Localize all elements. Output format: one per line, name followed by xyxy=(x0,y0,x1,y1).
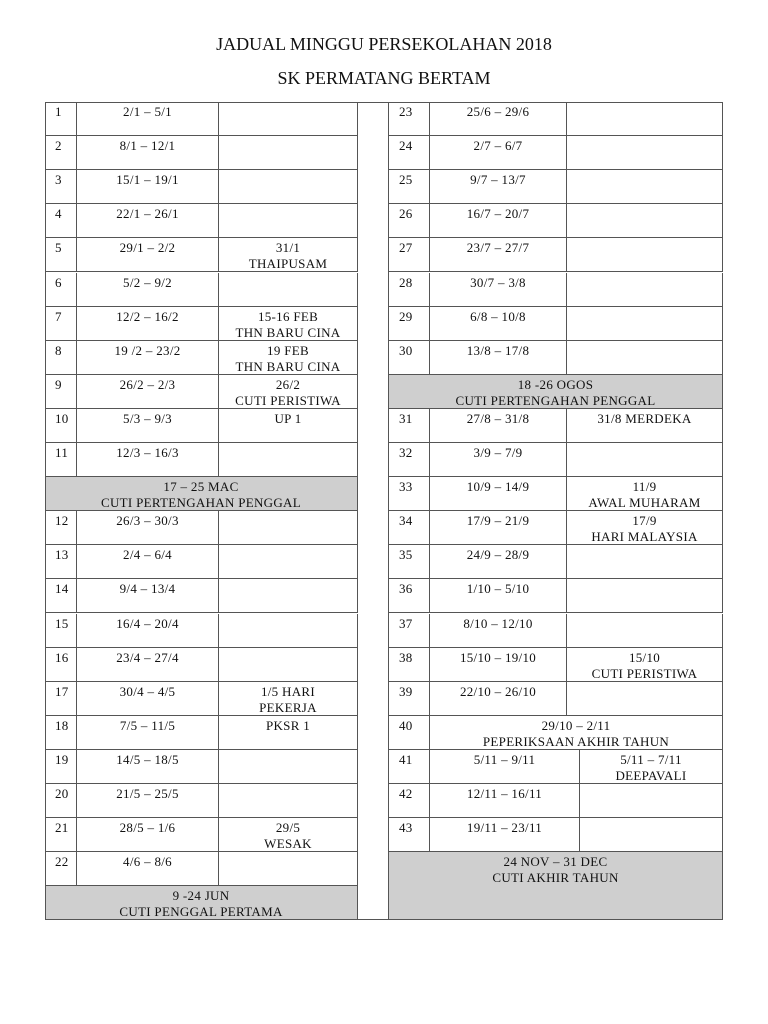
week-dates-line: 5/3 – 9/3 xyxy=(123,410,172,426)
column-gap xyxy=(358,102,389,920)
week-dates-line: 29/1 – 2/2 xyxy=(119,240,176,256)
week-dates-line: 23/4 – 27/4 xyxy=(116,649,179,665)
holiday-band-line: 18 -26 OGOS xyxy=(517,376,594,392)
week-dates-line: 24/9 – 28/9 xyxy=(466,547,530,563)
week-dates-line: 13/8 – 17/8 xyxy=(466,342,530,358)
week-event-line: 31/8 MERDEKA xyxy=(597,410,692,426)
week-number-line: 4 xyxy=(55,206,62,222)
week-number-line: 5 xyxy=(55,240,62,256)
week-number-line: 11 xyxy=(55,445,69,460)
week-number-line: 24 xyxy=(399,138,413,154)
week-event-line: 31/1 xyxy=(275,240,301,256)
exam-period-line: PEPERIKSAAN AKHIR TAHUN xyxy=(482,733,670,749)
week-dates-line: 26/3 – 30/3 xyxy=(116,513,179,529)
week-event-line: 1/5 HARI xyxy=(260,683,316,699)
week-number-line: 40 xyxy=(399,717,413,733)
week-number-line: 9 xyxy=(55,376,62,392)
week-dates-line: 22/1 – 26/1 xyxy=(116,206,179,222)
week-event-line: 15-16 FEB xyxy=(257,308,319,324)
week-number-line: 34 xyxy=(399,513,413,529)
week-number-line: 25 xyxy=(399,172,413,188)
week-dates-line: 2/1 – 5/1 xyxy=(123,104,172,119)
week-number-line: 38 xyxy=(399,649,413,665)
week-dates-line: 2/7 – 6/7 xyxy=(473,138,523,154)
week-dates-line: 9/4 – 13/4 xyxy=(119,581,176,597)
week-event-line: 5/11 – 7/11 xyxy=(620,751,682,767)
holiday-band-line: CUTI AKHIR TAHUN xyxy=(492,870,619,886)
week-event-line: THN BARU CINA xyxy=(235,358,341,374)
week-event-line: 19 FEB xyxy=(267,342,309,358)
week-dates-line: 30/7 – 3/8 xyxy=(470,274,526,290)
week-number-line: 3 xyxy=(55,172,62,188)
holiday-band-line: CUTI PERTENGAHAN PENGGAL xyxy=(101,495,301,511)
week-number-line: 10 xyxy=(55,410,69,426)
week-dates-line: 12/2 – 16/2 xyxy=(116,308,179,324)
week-number-line: 22 xyxy=(55,854,69,870)
school-name: SK PERMATANG BERTAM xyxy=(277,68,491,88)
week-number-line: 42 xyxy=(399,786,413,801)
holiday-band-line: 9 -24 JUN xyxy=(172,888,230,904)
week-dates-line: 7/5 – 11/5 xyxy=(119,717,176,733)
week-event-line: DEEPAVALI xyxy=(615,767,687,783)
week-dates-line: 5/2 – 9/2 xyxy=(123,274,172,290)
week-number-line: 12 xyxy=(55,513,69,529)
week-number-line: 19 xyxy=(55,751,69,767)
week-event-line: AWAL MUHARAM xyxy=(588,495,701,511)
week-number-line: 33 xyxy=(399,479,413,495)
week-event-line: HARI MALAYSIA xyxy=(591,529,698,545)
week-event-line: PEKERJA xyxy=(259,699,317,715)
week-dates-line: 12/11 – 16/11 xyxy=(466,786,543,801)
week-event-line: THN BARU CINA xyxy=(235,324,341,340)
week-event-line: 29/5 xyxy=(275,820,301,836)
week-dates-line: 28/5 – 1/6 xyxy=(119,820,176,836)
week-dates-line: 30/4 – 4/5 xyxy=(119,683,176,699)
week-number-line: 43 xyxy=(399,820,413,836)
week-number-line: 6 xyxy=(55,274,62,290)
week-number-line: 13 xyxy=(55,547,69,563)
week-number-line: 27 xyxy=(399,240,413,256)
week-event-line: PKSR 1 xyxy=(265,717,311,733)
week-event-line: 26/2 xyxy=(275,376,301,392)
week-dates-line: 8/1 – 12/1 xyxy=(119,138,176,154)
week-number-line: 37 xyxy=(399,615,413,631)
week-dates-line: 5/11 – 9/11 xyxy=(473,751,536,767)
week-number-line: 8 xyxy=(55,342,62,358)
week-number-line: 30 xyxy=(399,342,413,358)
week-dates-line: 26/2 – 2/3 xyxy=(119,376,176,392)
week-event-line: 15/10 xyxy=(628,649,661,665)
week-dates-line: 16/4 – 20/4 xyxy=(116,615,179,631)
week-number-line: 17 xyxy=(55,683,69,699)
week-number-line: 28 xyxy=(399,274,413,290)
week-number-line: 39 xyxy=(399,683,413,699)
page-title: JADUAL MINGGU PERSEKOLAHAN 2018 xyxy=(216,34,552,54)
week-number-line: 26 xyxy=(399,206,413,222)
holiday-band-line: CUTI PENGGAL PERTAMA xyxy=(119,904,283,920)
week-number-line: 18 xyxy=(55,717,69,733)
week-dates-line: 1/10 – 5/10 xyxy=(466,581,530,597)
week-dates-line: 14/5 – 18/5 xyxy=(116,751,179,767)
week-dates-line: 9/7 – 13/7 xyxy=(470,172,526,188)
week-event-line: UP 1 xyxy=(274,410,302,426)
week-dates-line: 21/5 – 25/5 xyxy=(116,786,179,801)
week-dates-line: 15/1 – 19/1 xyxy=(116,172,179,188)
week-dates-line: 27/8 – 31/8 xyxy=(466,410,530,426)
week-number-line: 29 xyxy=(399,308,413,324)
week-dates-line: 4/6 – 8/6 xyxy=(123,854,172,870)
week-number-line: 31 xyxy=(399,410,413,426)
week-dates-line: 12/3 – 16/3 xyxy=(116,445,179,460)
week-dates-line: 23/7 – 27/7 xyxy=(466,240,530,256)
week-event-line: WESAK xyxy=(264,836,312,852)
week-number-line: 2 xyxy=(55,138,62,154)
week-dates-line: 16/7 – 20/7 xyxy=(466,206,530,222)
week-dates-line: 6/8 – 10/8 xyxy=(470,308,526,324)
week-number-line: 23 xyxy=(399,104,413,119)
holiday-band-line: 17 – 25 MAC xyxy=(163,479,239,495)
week-number-line: 36 xyxy=(399,581,413,597)
week-number-line: 1 xyxy=(55,104,62,119)
week-event-line: CUTI PERISTIWA xyxy=(591,665,698,681)
week-dates-line: 19/11 – 23/11 xyxy=(466,820,543,836)
week-dates-line: 8/10 – 12/10 xyxy=(463,615,533,631)
week-event-line: 11/9 xyxy=(632,479,657,495)
week-dates-line: 3/9 – 7/9 xyxy=(473,445,523,460)
week-event-line: 17/9 xyxy=(632,513,657,529)
week-event-line: THAIPUSAM xyxy=(248,256,328,272)
week-number-line: 14 xyxy=(55,581,69,597)
holiday-band-line: 24 NOV – 31 DEC xyxy=(503,854,608,870)
week-dates-line: 17/9 – 21/9 xyxy=(466,513,530,529)
week-dates-line: 25/6 – 29/6 xyxy=(466,104,530,119)
week-number-line: 7 xyxy=(55,308,62,324)
week-number-line: 32 xyxy=(399,445,413,460)
week-dates-line: 2/4 – 6/4 xyxy=(123,547,172,563)
week-event-line: CUTI PERISTIWA xyxy=(235,392,341,408)
week-number-line: 16 xyxy=(55,649,69,665)
week-number-line: 35 xyxy=(399,547,413,563)
week-number-line: 20 xyxy=(55,786,69,801)
week-dates-line: 10/9 – 14/9 xyxy=(466,479,530,495)
week-number-line: 21 xyxy=(55,820,69,836)
week-dates-line: 22/10 – 26/10 xyxy=(459,683,537,699)
exam-period-line: 29/10 – 2/11 xyxy=(541,717,611,733)
week-dates-line: 19 /2 – 23/2 xyxy=(114,342,181,358)
week-number-line: 41 xyxy=(399,751,413,767)
week-number-line: 15 xyxy=(55,615,69,631)
holiday-band-line: CUTI PERTENGAHAN PENGGAL xyxy=(455,392,656,408)
week-dates-line: 15/10 – 19/10 xyxy=(459,649,537,665)
